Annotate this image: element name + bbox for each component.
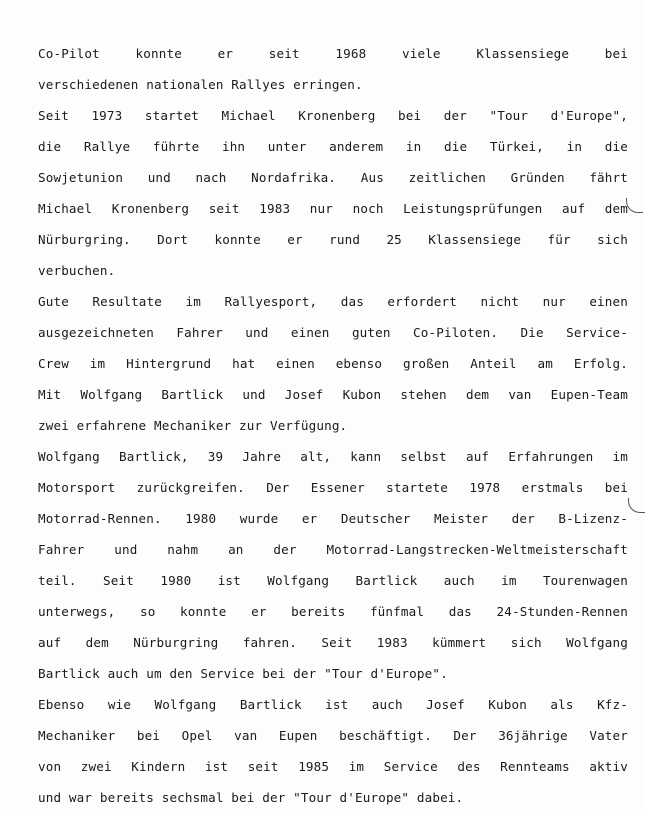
text-line: Mit Wolfgang Bartlick und Josef Kubon stehen dem van Eupen-Team	[38, 387, 628, 402]
text-line: die Rallye führte ihn unter anderem in die Türkei, in die	[38, 139, 628, 154]
text-line: verschiedenen nationalen Rallyes erringen.	[38, 77, 363, 92]
text-line: Sowjetunion und nach Nordafrika. Aus zeitlichen Gründen fährt	[38, 170, 628, 185]
text-line: Co-Pilot konnte er seit 1968 viele Klassensiege bei	[38, 46, 628, 61]
typed-text-body	[38, 38, 628, 813]
text-line: auf dem Nürburgring fahren. Seit 1983 kümmert sich Wolfgang	[38, 635, 628, 650]
text-line: zwei erfahrene Mechaniker zur Verfügung.	[38, 418, 348, 433]
text-line: Nürburgring. Dort konnte er rund 25 Klassensiege für sich	[38, 232, 628, 247]
text-line: ausgezeichneten Fahrer und einen guten Co-Piloten. Die Service-	[38, 325, 628, 340]
text-line: unterwegs, so konnte er bereits fünfmal das 24-Stunden-Rennen	[38, 604, 628, 619]
margin-mark	[628, 498, 645, 513]
text-line: Crew im Hintergrund hat einen ebenso großen Anteil am Erfolg.	[38, 356, 628, 371]
text-line: von zwei Kindern ist seit 1985 im Service des Rennteams aktiv	[38, 759, 628, 774]
text-line: Seit 1973 startet Michael Kronenberg bei der "Tour d'Europe",	[38, 108, 628, 123]
margin-mark	[626, 198, 643, 213]
text-line: Fahrer und nahm an der Motorrad-Langstrecken-Weltmeisterschaft	[38, 542, 628, 557]
text-line: teil. Seit 1980 ist Wolfgang Bartlick auch im Tourenwagen	[38, 573, 628, 588]
text-line: Michael Kronenberg seit 1983 nur noch Leistungsprüfungen auf dem	[38, 201, 628, 216]
text-line: Ebenso wie Wolfgang Bartlick ist auch Josef Kubon als Kfz-	[38, 697, 628, 712]
text-line: verbuchen.	[38, 263, 116, 278]
text-line: Wolfgang Bartlick, 39 Jahre alt, kann selbst auf Erfahrungen im	[38, 449, 628, 464]
text-line: und war bereits sechsmal bei der "Tour d'Europe" dabei.	[38, 790, 464, 805]
text-line: Gute Resultate im Rallyesport, das erfordert nicht nur einen	[38, 294, 628, 309]
text-line: Mechaniker bei Opel van Eupen beschäftigt. Der 36jährige Vater	[38, 728, 628, 743]
text-line: Motorsport zurückgreifen. Der Essener startete 1978 erstmals bei	[38, 480, 628, 495]
text-line: Motorrad-Rennen. 1980 wurde er Deutscher Meister der B-Lizenz-	[38, 511, 628, 526]
text-line: Bartlick auch um den Service bei der "Tour d'Europe".	[38, 666, 448, 681]
